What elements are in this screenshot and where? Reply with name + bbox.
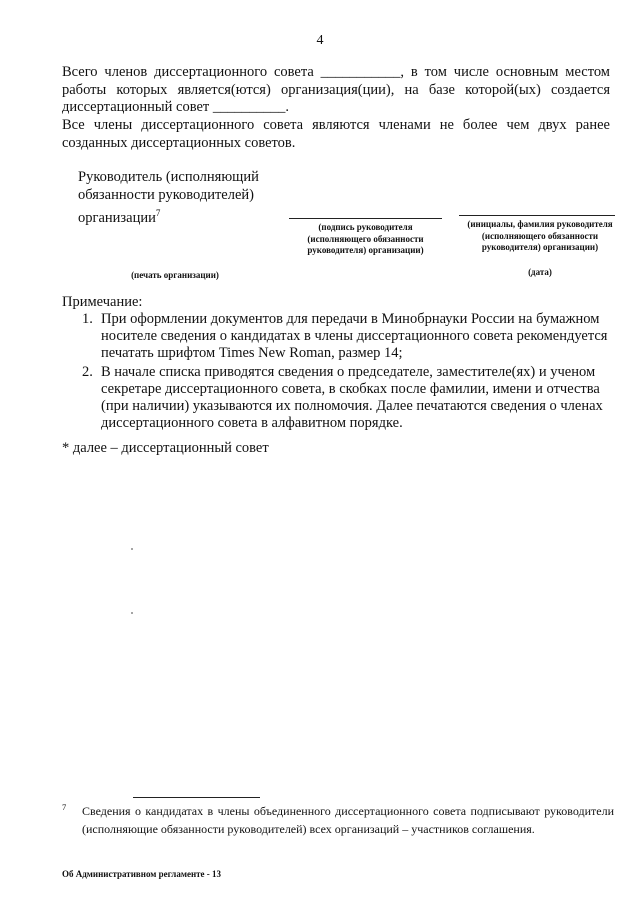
signature-line (289, 218, 442, 219)
notes-list (62, 311, 610, 434)
note-text: При оформлении документов для передачи в Минобрнауки России на бумажном носителе сведения о кандидатах в члены диссертационного совета рекомендуется печатать шрифтом Times New Roman, размер 14; (101, 311, 608, 361)
name-line (459, 215, 615, 216)
scan-speck (131, 548, 133, 550)
note-text: В начале списка приводятся сведения о председателе, заместителе(ях) и ученом секретаре диссертационного совета, в скобках после фамилии, имени и отчества (при наличии) указываются их полномочия. Далее печатаются сведения о членах диссертационного совета в алфавитном порядке. (101, 364, 603, 431)
council-membership-limit-paragraph: Все члены диссертационного совета являются членами не более чем двух ранее созданных диссертационных советов. (62, 117, 610, 151)
note-number: 2. (82, 364, 93, 380)
page-number: 4 (316, 33, 324, 48)
organization-head-label (78, 168, 293, 227)
name-caption: (инициалы, фамилия руководителя (исполняющего обязанности руководителя) организации) (467, 219, 613, 252)
note-item-2 (62, 364, 610, 432)
signature-caption: (подпись руководителя (исполняющего обязанности руководителя) организации) (307, 222, 424, 255)
note-item-1 (62, 311, 610, 362)
scan-speck (131, 612, 133, 614)
seal-caption: (печать организации) (131, 270, 219, 280)
notes-title: Примечание: (62, 294, 143, 310)
footnote-mark: 7 (62, 802, 67, 812)
head-footnote-ref: 7 (155, 208, 161, 218)
document-footer: Об Административном регламенте - 13 (62, 869, 222, 879)
council-members-paragraph: Всего членов диссертационного совета ___________, в том числе основным местом работы которых является(ются) организация(ции), на базе которой(ых) создается диссертационный совет __________. (62, 64, 610, 115)
footnote-separator (133, 797, 260, 798)
footnote (62, 802, 614, 838)
abbreviation-note: * далее – диссертационный совет (62, 440, 269, 456)
date-caption: (дата) (528, 267, 552, 277)
footnote-text: Сведения о кандидатах в члены объединенного диссертационного совета подписывают руководители (исполняющие обязанности руководителей) всех организаций – участников соглашения. (82, 804, 614, 836)
head-label-text: Руководитель (исполняющий обязанности руководителей) организации (78, 169, 259, 226)
note-number: 1. (82, 311, 93, 327)
